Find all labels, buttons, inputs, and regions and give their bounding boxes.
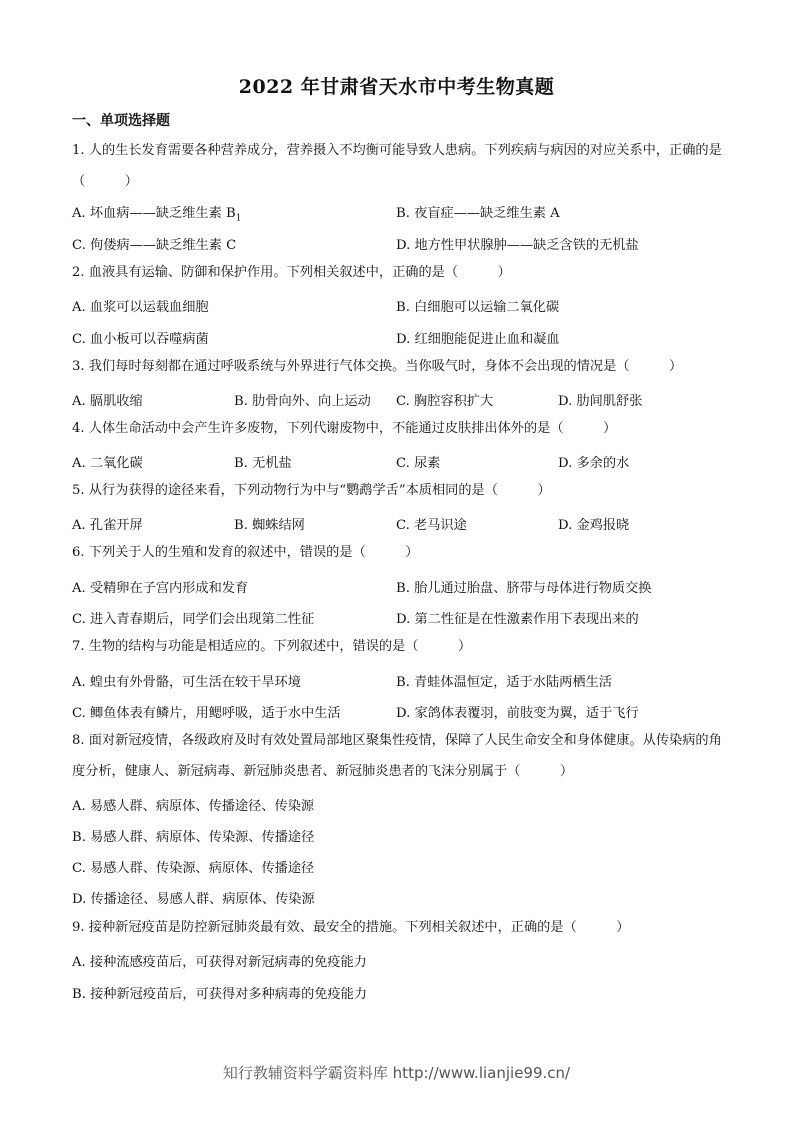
q4-option-d: D. 多余的水 [558,456,630,471]
q9-option-b: B. 接种新冠疫苗后，可获得对多种病毒的免疫能力 [72,987,368,1002]
q4-option-c: C. 尿素 [396,456,441,471]
q2-option-d: D. 红细胞能促进止血和凝血 [396,332,560,347]
question-1-stem: 1. 人的生长发育需要各种营养成分，营养摄入不均衡可能导致人患病。下列疾病与病因的对应关系中，正确的是（ ） [72,143,722,189]
q2-option-a: A. 血浆可以运载血细胞 [72,300,209,315]
q1-option-a: A. 坏血病——缺乏维生素 $B_1$ [72,206,242,224]
question-7-stem: 7. 生物的结构与功能是相适应的。下列叙述中，错误的是（ ） [72,639,472,654]
q9-option-a: A. 接种流感疫苗后，可获得对新冠病毒的免疫能力 [72,955,367,970]
q2-option-b: B. 白细胞可以运输二氧化碳 [396,300,560,315]
question-9-stem: 9. 接种新冠疫苗是防控新冠肺炎最有效、最安全的措施。下列相关叙述中，正确的是（ ） [72,920,630,935]
question-3-stem: 3. 我们每时每刻都在通过呼吸系统与外界进行气体交换。当你吸气时，身体不会出现的情况是（ ） [72,359,683,374]
q5-option-d: D. 金鸡报晓 [558,518,630,533]
q3-option-a: A. 膈肌收缩 [72,394,143,409]
q8-option-d: D. 传播途径、易感人群、病原体、传染源 [72,892,315,907]
q7-option-a: A. 蝗虫有外骨骼，可生活在较干旱环境 [72,675,301,690]
question-8-stem: 8. 面对新冠疫情，各级政府及时有效处置局部地区聚集性疫情，保障了人民生命安全和身体健康。从传染病的角度分析，健康人、新冠病毒、新冠肺炎患者、新冠肺炎患者的飞沫分别属于（ ） [72,733,722,779]
watermark-footer: 知行教辅资料学霸资料库 http://www.lianjie99.cn/ [222,1064,571,1082]
q8-option-b: B. 易感人群、病原体、传染源、传播途径 [72,830,315,845]
q8-option-a: A. 易感人群、病原体、传播途径、传染源 [72,799,315,814]
q1-option-c: C. 佝偻病——缺乏维生素 C [72,238,237,253]
q3-option-c: C. 胸腔容积扩大 [396,394,494,409]
q7-option-b: B. 青蛙体温恒定，适于水陆两栖生活 [396,675,612,690]
q7-option-c: C. 鲫鱼体表有鳞片，用鳃呼吸，适于水中生活 [72,706,341,721]
q5-option-a: A. 孔雀开屏 [72,518,143,533]
q7-option-d: D. 家鸽体表覆羽，前肢变为翼，适于飞行 [396,706,639,721]
q8-option-c: C. 易感人群、传染源、病原体、传播途径 [72,861,315,876]
q4-option-a: A. 二氧化碳 [72,456,143,471]
q5-option-c: C. 老马识途 [396,518,467,533]
q6-option-d: D. 第二性征是在性激素作用下表现出来的 [396,612,639,627]
section-heading: 一、单项选择题 [72,113,170,129]
question-4-stem: 4. 人体生命活动中会产生许多废物，下列代谢废物中，不能通过皮肤排出体外的是（ ） [72,421,617,436]
question-6-stem: 6. 下列关于人的生殖和发育的叙述中，错误的是（ ） [72,545,419,560]
question-5-stem: 5. 从行为获得的途径来看，下列动物行为中与“鹦鹉学舌”本质相同的是（ ） [72,483,551,498]
q3-option-b: B. 肋骨向外、向上运动 [234,394,371,409]
page-title: 2022 年甘肃省天水市中考生物真题 [238,76,555,98]
q6-option-a: A. 受精卵在子宫内形成和发育 [72,581,249,596]
q4-option-b: B. 无机盐 [234,456,292,471]
q6-option-b: B. 胎儿通过胎盘、脐带与母体进行物质交换 [396,581,652,596]
question-2-stem: 2. 血液具有运输、防御和保护作用。下列相关叙述中，正确的是（ ） [72,265,511,280]
q2-option-c: C. 血小板可以吞噬病菌 [72,332,209,347]
q1-option-b: B. 夜盲症——缺乏维生素 A [396,206,560,221]
q3-option-d: D. 肋间肌舒张 [558,394,643,409]
q6-option-c: C. 进入青春期后，同学们会出现第二性征 [72,612,315,627]
q5-option-b: B. 蜘蛛结网 [234,518,305,533]
q1-option-d: D. 地方性甲状腺肿——缺乏含铁的无机盐 [396,238,639,253]
